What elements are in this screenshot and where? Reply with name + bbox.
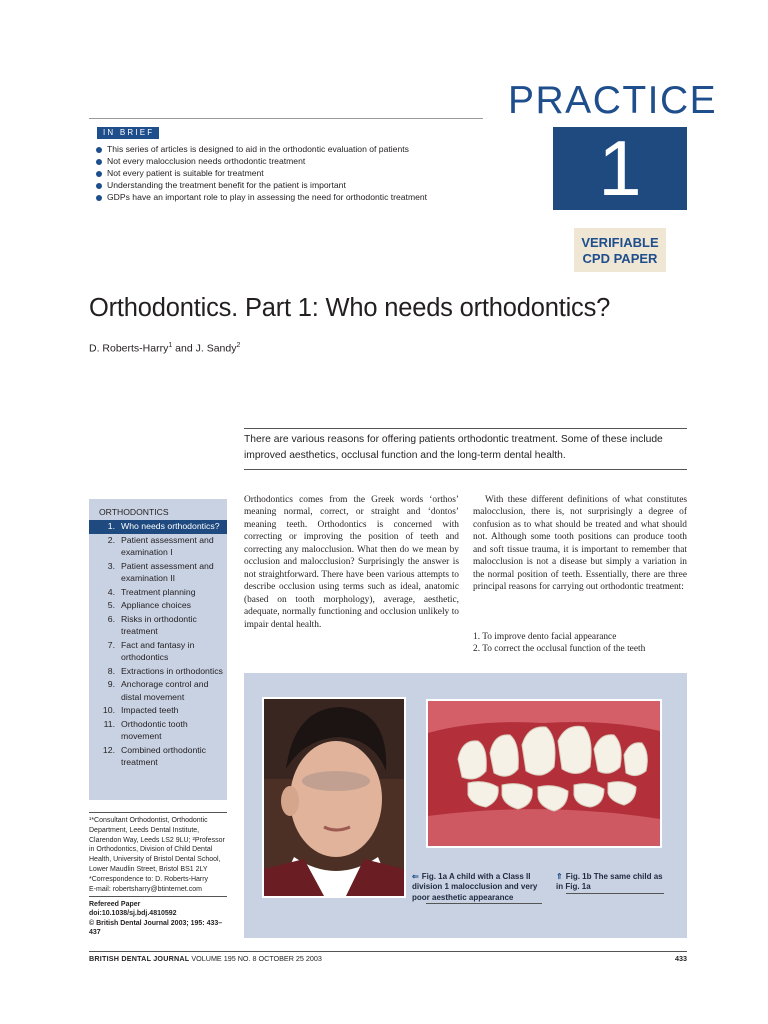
page-footer xyxy=(89,954,322,963)
series-item: 2. Patient assessment and examination I xyxy=(107,534,214,557)
reason-item: 2. To correct the occlusal function of the teeth xyxy=(473,644,646,655)
abstract-rule-top xyxy=(244,428,687,429)
reason-item: 1. To improve dento facial appearance xyxy=(473,632,617,642)
series-item: 9. Anchorage control and distal movement xyxy=(107,679,209,702)
page-number: 433 xyxy=(675,954,687,963)
series-item: 12. Combined orthodontic treatment xyxy=(102,744,206,768)
affiliations: ¹*Consultant Orthodontist, Orthodontic Department, Leeds Dental Institute, Clarendon Way, Leeds LS2 9LU; ²Professor in Orthodontics, Division of Child Dental Health, University of Bristol Dental School, Lower Maudlin Street, Bristol BS1 2LY xyxy=(89,817,225,873)
in-brief-item: This series of articles is designed to aid in the orthodontic evaluation of patients xyxy=(96,144,496,156)
reasons-list xyxy=(473,631,687,656)
email: E-mail: robertsharry@btinternet.com xyxy=(89,885,202,893)
figure-1b-caption: ⇑ Fig. 1b The same child as in Fig. 1a xyxy=(556,872,663,892)
author-footnote xyxy=(89,816,229,894)
article-authors xyxy=(89,342,240,355)
series-item: 11. Orthodontic tooth movement xyxy=(103,718,188,742)
arrow-up-icon: ⇑ xyxy=(556,872,563,881)
copyright: © British Dental Journal 2003; 195: 433–437 xyxy=(89,919,223,937)
refereed-label: Refereed Paper xyxy=(89,901,141,908)
caption-rule xyxy=(566,893,664,894)
series-item: 3. Patient assessment and examination II xyxy=(107,560,214,583)
abstract: There are various reasons for offering patients orthodontic treatment. Some of these include improved aesthetics, occlusal function and the long-term dental health. xyxy=(244,434,663,461)
body-column-2 xyxy=(473,494,687,594)
in-brief-list xyxy=(96,144,496,204)
cpd-line-1: VERIFIABLE xyxy=(581,235,659,250)
referee-info xyxy=(89,900,229,938)
series-item: 5. Appliance choices xyxy=(107,600,192,611)
doi: doi:10.1038/sj.bdj.4810592 xyxy=(89,910,177,918)
in-brief-rule xyxy=(89,118,483,119)
series-item: 8. Extractions in orthodontics xyxy=(107,665,223,676)
section-title: PRACTICE xyxy=(508,79,718,122)
author-name: and J. Sandy xyxy=(172,342,237,355)
author-name: D. Roberts-Harry xyxy=(89,342,169,355)
footer-rule xyxy=(89,951,687,952)
author-affiliation-mark: 1 xyxy=(168,342,173,349)
series-item-current: 1. Who needs orthodontics? xyxy=(89,520,227,534)
cpd-line-2: CPD PAPER xyxy=(582,251,658,266)
footnote-rule xyxy=(89,896,227,897)
caption-rule xyxy=(426,903,542,904)
body-column-1: Orthodontics comes from the Greek words ‘orthos’ meaning normal, correct, or straight and ‘dontos’ meaning teeth. Orthodontics is concerned with correcting or improving the position of teeth and correcting any malocclusion. What then do we mean by occlusion and malocclusion? Surprisingly the answer is not straightforward. There have been various attempts to describe occlusion using terms such as ideal, anatomic (based on tooth morphology), average, aesthetic, adequate, normally functioning and occlusion unlikely to impair dental health. xyxy=(244,495,459,630)
series-item: 6. Risks in orthodontic treatment xyxy=(107,613,197,637)
bullet-icon xyxy=(96,159,102,165)
series-heading: ORTHODONTICS xyxy=(99,507,169,517)
in-brief-label: IN BRIEF xyxy=(97,127,159,139)
issue-info: VOLUME 195 NO. 8 OCTOBER 25 2003 xyxy=(191,954,322,963)
abstract-rule-bottom xyxy=(244,469,687,470)
series-list xyxy=(89,520,227,770)
correspondence: *Correspondence to: D. Roberts-Harry xyxy=(89,875,209,883)
child-portrait-image xyxy=(264,699,404,896)
arrow-left-icon: ⇐ xyxy=(412,872,419,881)
author-affiliation-mark: 2 xyxy=(236,342,241,349)
in-brief-item: Not every patient is suitable for treatment xyxy=(96,168,496,180)
figure-1a-photo xyxy=(262,697,406,898)
bullet-icon xyxy=(96,171,102,177)
bullet-icon xyxy=(96,147,102,153)
part-number-badge: 1 xyxy=(553,127,687,210)
bullet-icon xyxy=(96,183,102,189)
series-item: 4. Treatment planning xyxy=(107,586,196,597)
figure-1a-caption: ⇐ Fig. 1a A child with a Class II division 1 malocclusion and very poor aesthetic appearance xyxy=(412,872,538,902)
cpd-badge xyxy=(574,228,666,272)
teeth-closeup-image xyxy=(428,701,660,846)
in-brief-item: Not every malocclusion needs orthodontic treatment xyxy=(96,156,496,168)
in-brief-item: GDPs have an important role to play in assessing the need for orthodontic treatment xyxy=(96,192,496,204)
journal-name: BRITISH DENTAL JOURNAL xyxy=(89,954,190,963)
series-item: 10. Impacted teeth xyxy=(102,705,179,716)
in-brief-item: Understanding the treatment benefit for the patient is important xyxy=(96,180,496,192)
body-paragraph: With these different definitions of what constitutes malocclusion, there is, not surprisingly a degree of confusion as to what should be treated and what should not. Although some tooth positions can produce tooth and soft tissue trauma, it is important to remember that malocclusion is not a disease but simply a variation in the normal position of teeth. Essentially, there are three principal reasons for carrying out orthodontic treatment: xyxy=(473,495,687,593)
footnote-rule xyxy=(89,812,227,813)
figure-1b-photo xyxy=(426,699,662,848)
article-title: Orthodontics. Part 1: Who needs orthodontics? xyxy=(89,294,611,322)
series-item: 7. Fact and fantasy in orthodontics xyxy=(107,639,195,663)
bullet-icon xyxy=(96,195,102,201)
